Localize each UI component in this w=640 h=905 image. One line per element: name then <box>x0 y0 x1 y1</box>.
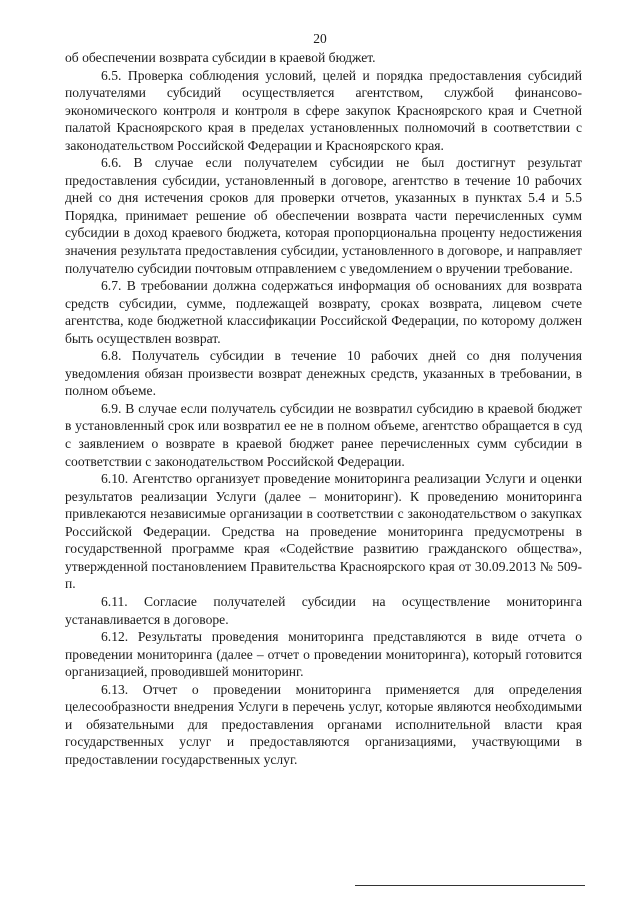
paragraph-6-13: 6.13. Отчет о проведении мониторинга применяется для определения целесообразности внедрения Услуги в перечень услуг, которые являются необходимыми и обязательными для предоставления органами исполнительной власти края государственных услуг и предоставляются организациями, участвующими в предоставлении государственных услуг. <box>65 681 582 767</box>
paragraph-6-6: 6.6. В случае если получателем субсидии не был достигнут результат предоставления субсидии, установленный в договоре, агентство в течение 10 рабочих дней со дня истечения сроков для проверки отчетов, указанных в пунктах 5.4 и 5.5 Порядка, принимает решение об обеспечении возврата части перечисленных сумм субсидии в доход краевого бюджета, которая пропорциональна проценту недостижения значения результата предоставления субсидии, установленного в договоре, и направляет получателю субсидии почтовым отправлением с уведомлением о вручении требование. <box>65 155 582 276</box>
paragraph-6-5: 6.5. Проверка соблюдения условий, целей и порядка предоставления субсидий получателями субсидий осуществляется агентством, службой финансово-экономического контроля и контроля в сфере закупок Красноярского края и Счетной палатой Красноярского края в пределах установленных полномочий в соответствии с законодательством Российской Федерации и Красноярского края. <box>65 67 582 153</box>
paragraph-6-12: 6.12. Результаты проведения мониторинга представляются в виде отчета о проведении мониторинга (далее – отчет о проведении мониторинга), который готовится организацией, проводившей мониторинг. <box>65 629 582 680</box>
page-number: 20 <box>313 31 327 46</box>
paragraph-continuation: об обеспечении возврата субсидии в краевой бюджет. <box>65 50 376 65</box>
footer-rule <box>355 885 585 886</box>
paragraph-6-11: 6.11. Согласие получателей субсидии на осуществление мониторинга устанавливается в договоре. <box>65 593 582 627</box>
paragraph-6-9: 6.9. В случае если получатель субсидии не возвратил субсидию в краевой бюджет в установленный срок или возвратил ее не в полном объеме, агентство обращается в суд с заявлением о возврате в краевой бюджет ранее перечисленных сумм субсидии в соответствии с законодательством Российской Федерации. <box>65 400 582 469</box>
document-body <box>65 49 582 768</box>
paragraph-6-8: 6.8. Получатель субсидии в течение 10 рабочих дней со дня получения уведомления обязан произвести возврат денежных средств, указанных в требовании, в полном объеме. <box>65 348 582 399</box>
paragraph-6-10: 6.10. Агентство организует проведение мониторинга реализации Услуги и оценки результатов реализации Услуги (далее – мониторинг). К проведению мониторинга привлекаются независимые организации в соответствии с законодательством о закупках Российской Федерации. Средства на проведение мониторинга предусмотрены в государственной программе края «Содействие развитию гражданского общества», утвержденной постановлением Правительства Красноярского края от 30.09.2013 № 509-п. <box>65 471 582 592</box>
paragraph-6-7: 6.7. В требовании должна содержаться информация об основаниях для возврата средств субсидии, сумме, подлежащей возврату, сроках возврата, лицевом счете агентства, коде бюджетной классификации Российской Федерации, по которому должен быть осуществлен возврат. <box>65 278 582 346</box>
